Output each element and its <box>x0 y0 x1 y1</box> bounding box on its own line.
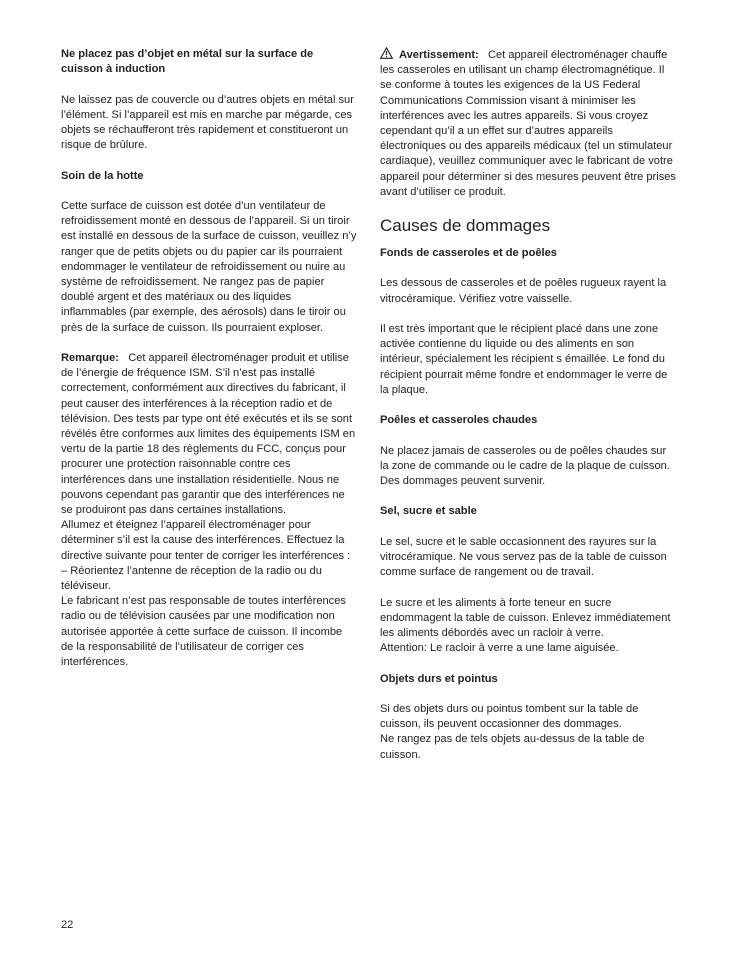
induction-heading: Ne placez pas d’objet en métal sur la surface de cuisson à induction <box>61 48 314 76</box>
hard-objects-heading: Objets durs et pointus <box>380 672 498 685</box>
remark-text: Cet appareil électroménager produit et utilise de l’énergie de fréquence ISM. S’il n’est pas installé correctement, conformément aux directives du fabricant, il peut causer des interférences à la réception radio et de télévision. Des tests par type ont été exécutés et ils se sont révélés être conformes aux limites des équipements ISM en vertu de la partie 18 des règlements du FCC, conçus pour procurer une protection raisonnable contre ces interférences dans une installation résidentielle. Nous ne pouvons cependant pas garantir que des interférences ne se produiront pas dans certaines installations. Allumez et éteignez l’appareil électroménager pour déterminer s’il est la cause des interférences. Effectuez la directive suivante pour tenter de corriger les interférences : – Réorientez l’antenne de réception de la radio ou du téléviseur. Le fabricant n’est pas responsable de toutes interférences radio ou de télévision causées par une modification non autorisée apportée à cette surface de cuisson. Il incombe de la responsabilité de l’utilisateur de corriger ces interférences. <box>61 352 356 669</box>
salt-paragraph-1: Le sel, sucre et le sable occasionnent des rayures sur la vitrocéramique. Ne vous servez pas de la table de cuisson comme surface de rangement ou de travail. <box>380 535 667 579</box>
warning-label: Avertissement: <box>399 49 479 61</box>
hard-objects-paragraph: Si des objets durs ou pointus tombent sur la table de cuisson, ils peuvent occasionner des dommages. Ne rangez pas de tels objets au-dessus de la table de cuisson. <box>380 702 645 761</box>
right-column <box>380 47 676 763</box>
remark-paragraph <box>61 351 357 670</box>
hot-pans-heading: Poêles et casseroles chaudes <box>380 414 538 427</box>
remark-label: Remarque: <box>61 352 119 364</box>
salt-paragraph-2: Le sucre et les aliments à forte teneur en sucre endommagent la table de cuisson. Enlevez immédiatement les aliments débordés avec un racloir à verre. Attention: Le racloir à verre a une lame aiguisée. <box>380 596 671 655</box>
salt-heading: Sel, sucre et sable <box>380 505 477 518</box>
hood-heading: Soin de la hotte <box>61 169 144 182</box>
warning-text: Cet appareil électroménager chauffe les casseroles en utilisant un champ électromagnétique. Il se conforme à toutes les exigences de la US Federal Communications Commission visant à minimiser les interférences avec les autres appareils. Si vous croyez cependant qu’il a un effet sur d’autres appareils électroniques ou des appareils médicaux (tel un stimulateur cardiaque), veuillez communiquer avec le fabricant de votre appareil pour déterminer si des mesures peuvent être prises avant d’utiliser ce produit. <box>380 49 676 198</box>
warning-triangle-icon <box>380 47 393 59</box>
pans-paragraph-1: Les dessous de casseroles et de poêles rugueux rayent la vitrocéramique. Vérifiez votre vaisselle. <box>380 277 667 305</box>
induction-paragraph: Ne laissez pas de couvercle ou d’autres objets en métal sur l’élément. Si l’appareil est mis en marche par mégarde, ces objets se réchaufferont très rapidement et constitueront un risque de brûlure. <box>61 93 354 152</box>
pans-heading: Fonds de casseroles et de poêles <box>380 247 557 260</box>
page-number: 22 <box>61 919 74 931</box>
hot-pans-paragraph: Ne placez jamais de casseroles ou de poêles chaudes sur la zone de commande ou le cadre de la plaque de cuisson. Des dommages peuvent survenir. <box>380 444 670 488</box>
damage-section-title: Causes de dommages <box>380 216 551 236</box>
pans-paragraph-2: Il est très important que le récipient placé dans une zone activée contienne du liquide ou des aliments en son intérieur, spécialement les récipient s émaillée. Le fond du récipient pourrait même fondre et endommager le verre de la plaque. <box>380 323 668 396</box>
warning-paragraph <box>380 47 676 200</box>
hood-paragraph: Cette surface de cuisson est dotée d’un ventilateur de refroidissement monté en dessous de l’appareil. Si un tiroir est installé en dessous de la surface de cuisson, veuillez n’y ranger que de petits objets ou du papier car ils pourraient endommager le ventilateur de refroidissement ou nuire au système de refroidissement. Ne rangez pas de papier doublé argent et des matériaux ou des liquides inflammables (par exemple, des aérosols) dans le tiroir ou près de la surface de cuisson. Ils pourraient exploser. <box>61 199 357 334</box>
left-column <box>61 47 357 670</box>
